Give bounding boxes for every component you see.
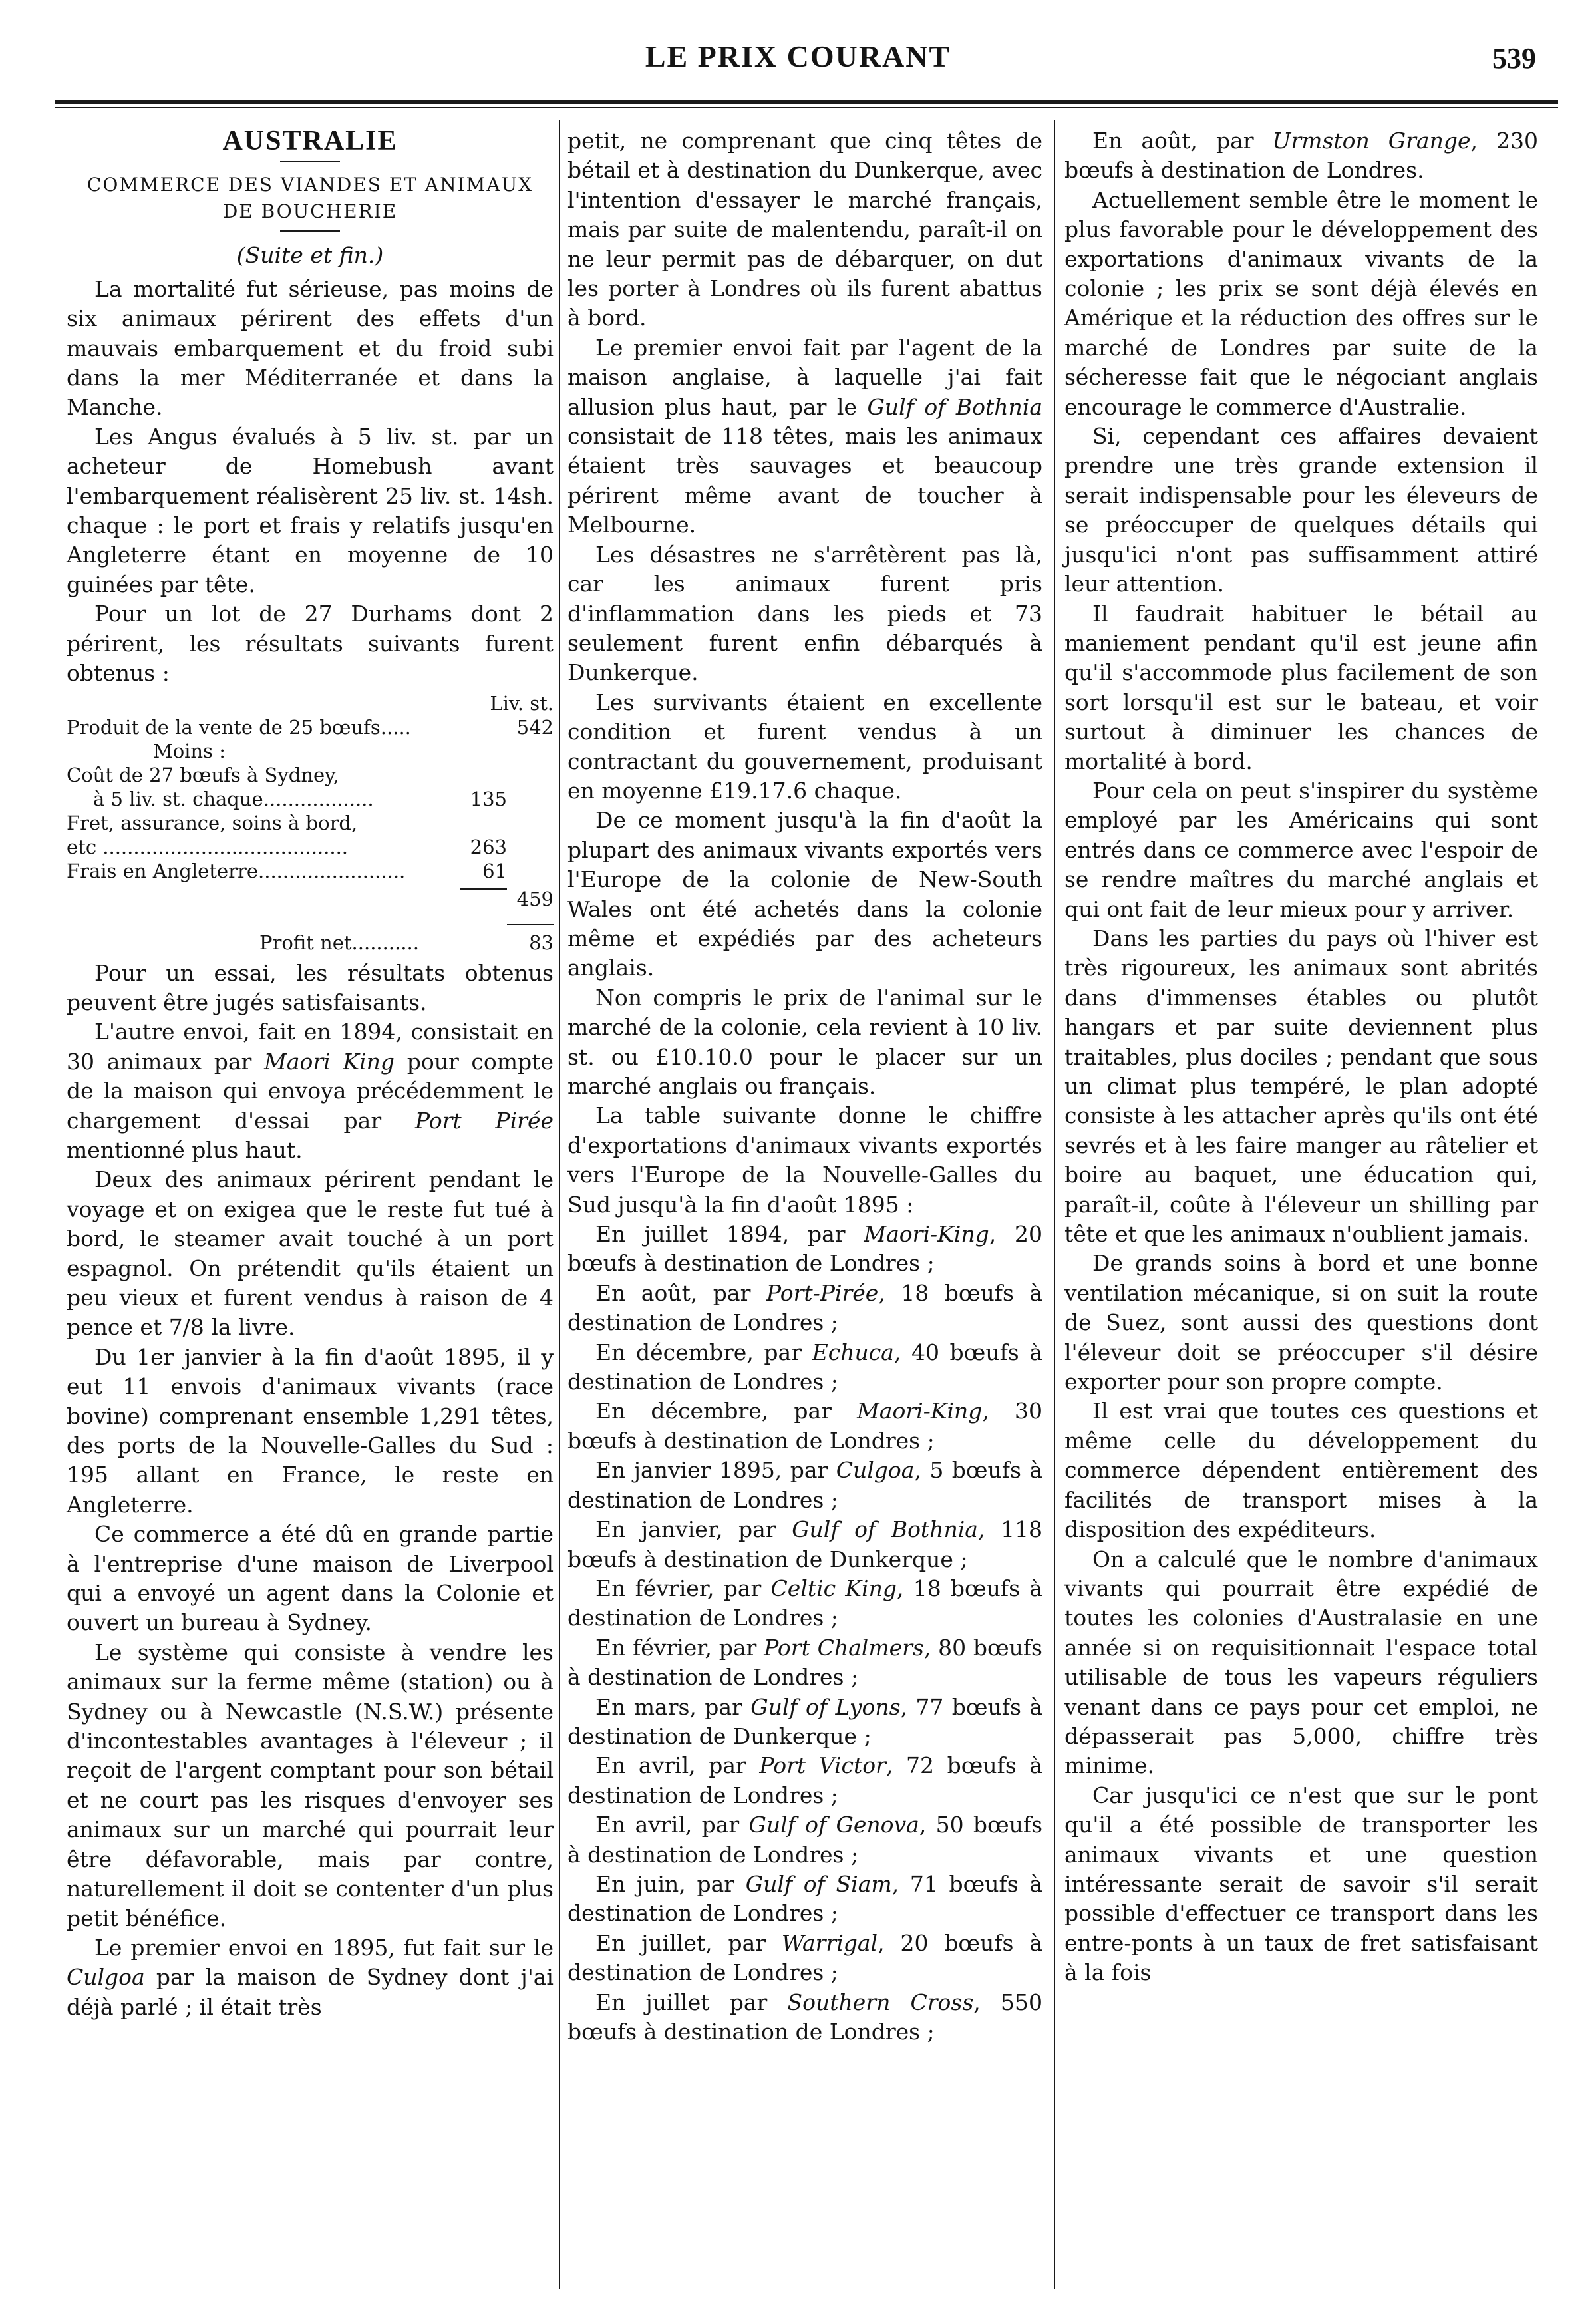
ledger-uk-label: Frais en Angleterre........................ xyxy=(67,859,406,882)
ship-name: Echuca xyxy=(812,1339,894,1365)
ledger-cost-label-cont: à 5 liv. st. chaque.................. xyxy=(93,787,374,810)
ledger-freight-amount: 263 xyxy=(470,835,507,858)
running-title: LE PRIX COURANT xyxy=(645,39,951,73)
paragraph: Pour un essai, les résultats obtenus peuvent être jugés satisfaisants. xyxy=(67,959,554,1015)
ship-name: Culgoa xyxy=(836,1457,915,1484)
paragraph: Il faudrait habituer le bétail au maniement pendant qu'il est jeune afin qu'il s'accommode plus facilement de son sort lorsqu'il est sur le bateau, et voir surtout à diminuer les chances de mortalité à bord. xyxy=(1064,600,1538,774)
ship-name: Gulf of Lyons xyxy=(750,1693,901,1720)
ship-name: Gulf of Bothnia xyxy=(792,1516,978,1543)
column-3 xyxy=(1064,126,1538,1988)
shipment-entry: En février, par Celtic King, 18 bœufs à destination de Londres ; xyxy=(567,1575,1042,1631)
paragraph: Les désastres ne s'arrêtèrent pas là, car les animaux furent pris d'inflammation dans les pieds et 73 seulement furent enfin débarqués à Dunkerque. xyxy=(567,541,1042,686)
ship-name: Gulf of Bothnia xyxy=(867,393,1042,420)
ledger-total-amount: 459 xyxy=(516,887,554,910)
paragraph: Le système qui consiste à vendre les animaux sur la ferme même (station) ou à Sydney ou à Newcastle (N.S.W.) présente d'incontestables avantages à l'éleveur ; il reçoit de l'argent comptant pour son bétail et ne court pas les risques d'envoyer ses animaux sur un marché qui pourrait leur être défavorable, mais par contre, naturellement il doit se contenter d'un plus petit bénéfice. xyxy=(67,1639,554,1931)
ledger-profit-label: Profit net........... xyxy=(259,931,419,954)
paragraph: Deux des animaux périrent pendant le voyage et on exigea que le reste fut tué à bord, le steamer avait touché à un port espagnol. On prétendit qu'ils étaient un peu vieux et furent vendus à raison de 4 pence et 7/8 la livre. xyxy=(67,1166,554,1341)
results-ledger xyxy=(67,691,554,955)
paragraph: Actuellement semble être le moment le plus favorable pour le développement des exportations d'animaux vivants de la colonie ; les prix se sont déjà élevés en Amérique et la réduction des offres sur le marché de Londres par suite de la sécheresse fait que le négociant anglais encourage le commerce d'Australie. xyxy=(1064,186,1538,420)
paragraph: Pour un lot de 27 Durhams dont 2 périrent, les résultats suivants furent obtenus : xyxy=(67,601,554,687)
paragraph: Il est vrai que toutes ces questions et même celle du développement du commerce dépendent entièrement des facilités de transport mises à la disposition des expéditeurs. xyxy=(1064,1398,1538,1543)
header-rule xyxy=(55,100,1558,104)
shipment-list xyxy=(567,1220,1042,2047)
paragraph: De grands soins à bord et une bonne ventilation mécanique, si on suit la route de Suez, sont aussi des questions dont l'éleveur doit se préoccuper s'il désire exporter pour son propre compte. xyxy=(1064,1250,1538,1395)
page-number: 539 xyxy=(1492,42,1536,75)
ship-name: Culgoa xyxy=(67,1964,145,1991)
subtitle-rule xyxy=(280,230,340,232)
paragraph: Non compris le prix de l'animal sur le marché de la colonie, cela revient à 10 liv. st. ou £10.10.0 pour le placer sur un marché anglais ou français. xyxy=(567,984,1042,1099)
ledger-currency-head: Liv. st. xyxy=(490,691,554,715)
paragraph: Si, cependant ces affaires devaient prendre une très grande extension il serait indispensable pour les éleveurs de se préoccuper de quelques détails qui jusqu'ici n'ont pas suffisamment attiré leur attention. xyxy=(1064,423,1538,597)
continuation-note: (Suite et fin.) xyxy=(236,242,384,269)
paragraph: Pour cela on peut s'inspirer du système employé par les Américains qui sont entrés dans ce commerce avec l'espoir de se rendre maîtres du marché anglais et qui ont fait de leur mieux pour y arriver. xyxy=(1064,777,1538,922)
ledger-uk-amount: 61 xyxy=(482,859,507,882)
shipment-entry: En janvier 1895, par Culgoa, 5 bœufs à destination de Londres ; xyxy=(567,1457,1042,1513)
shipment-entry: En août, par Port-Pirée, 18 bœufs à destination de Londres ; xyxy=(567,1279,1043,1336)
paragraph: L'autre envoi, fait en 1894, consistait en 30 animaux par Maori King pour compte de la maison qui envoya précédemment le chargement d'essai par Port Pirée mentionné plus haut. xyxy=(67,1019,554,1163)
ledger-total-rule xyxy=(507,924,554,925)
paragraph: Le premier envoi fait par l'agent de la maison anglaise, à laquelle j'ai fait allusion plus haut, par le Gulf of Bothnia consistait de 118 têtes, mais les animaux étaient très sauvages et beaucoup périrent même avant de toucher à Melbourne. xyxy=(567,334,1042,538)
ledger-cost-label: Coût de 27 bœufs à Sydney, xyxy=(67,763,339,786)
shipment-entry: En juillet 1894, par Maori-King, 20 bœufs à destination de Londres ; xyxy=(567,1221,1042,1277)
ship-name: Gulf of Genova xyxy=(748,1812,919,1838)
ledger-freight-label: Fret, assurance, soins à bord, xyxy=(67,811,358,834)
paragraph: Les Angus évalués à 5 liv. st. par un acheteur de Homebush avant l'embarquement réalisèrent 25 liv. st. 14sh. chaque : le port et frais y relatifs jusqu'en Angleterre étant en moyenne de 10 guinées par tête. xyxy=(67,423,554,597)
shipment-entry: En mars, par Gulf of Lyons, 77 bœufs à destination de Dunkerque ; xyxy=(567,1693,1043,1749)
ship-name: Port Chalmers xyxy=(764,1634,924,1661)
paragraph: petit, ne comprenant que cinq têtes de bétail et à destination du Dunkerque, avec l'intention d'essayer le marché français, mais par suite de malentendu, paraît-il on ne leur permit pas de débarquer, on dut les porter à Londres où ils furent abattus à bord. xyxy=(567,128,1042,331)
ship-name: Port Pirée xyxy=(414,1107,554,1134)
ship-name: Port-Pirée xyxy=(766,1279,879,1306)
shipment-entry: En avril, par Port Victor, 72 bœufs à destination de Londres ; xyxy=(567,1752,1043,1808)
paragraph: Ce commerce a été dû en grande partie à l'entreprise d'une maison de Liverpool qui a envoyé un agent dans la Colonie et ouvert un bureau à Sydney. xyxy=(67,1521,554,1636)
ledger-less-label: Moins : xyxy=(153,739,226,762)
paragraph: La table suivante donne le chiffre d'exportations d'animaux vivants exportés vers l'Europe de la Nouvelle-Galles du Sud jusqu'à la fin d'août 1895 : xyxy=(567,1102,1042,1218)
ship-name: Maori King xyxy=(264,1048,395,1075)
paragraph: La mortalité fut sérieuse, pas moins de six animaux périrent des effets d'un mauvais embarquement et du froid subi dans la mer Méditerranée et dans la Manche. xyxy=(67,275,554,420)
column-1 xyxy=(67,126,554,2022)
paragraph: Car jusqu'ici ce n'est que sur le pont qu'il a été possible de transporter les animaux vivants et une question intéressante serait de savoir s'il serait possible d'effectuer ce transport dans les entre-ponts à un taux de fret satisfaisant à la fois xyxy=(1064,1782,1538,1986)
ship-name: Maori-King xyxy=(864,1221,989,1247)
section-title: AUSTRALIE xyxy=(222,126,398,156)
shipment-entry: En juillet par Southern Cross, 550 bœufs à destination de Londres ; xyxy=(567,1989,1042,2045)
paragraph: Le premier envoi en 1895, fut fait sur le Culgoa par la maison de Sydney dont j'ai déjà parlé ; il était très xyxy=(67,1934,554,2020)
shipment-entry: En juillet, par Warrigal, 20 bœufs à destination de Londres ; xyxy=(567,1929,1042,1986)
section-subtitle: COMMERCE DES VIANDES ET ANIMAUX DE BOUCHERIE xyxy=(86,174,534,223)
column-2 xyxy=(567,126,1042,2047)
ship-name: Celtic King xyxy=(770,1575,897,1601)
shipment-entry: En février, par Port Chalmers, 80 bœufs à destination de Londres ; xyxy=(567,1634,1042,1691)
shipment-entry: En avril, par Gulf of Genova, 50 bœufs à destination de Londres ; xyxy=(567,1812,1043,1868)
shipment-entry: En juin, par Gulf of Siam, 71 bœufs à destination de Londres ; xyxy=(567,1870,1043,1927)
ship-name: Maori-King xyxy=(857,1398,983,1424)
paragraph: En août, par Urmston Grange, 230 bœufs à destination de Londres. xyxy=(1064,128,1539,184)
ship-name: Urmston Grange xyxy=(1272,128,1471,154)
paragraph: Du 1er janvier à la fin d'août 1895, il y eut 11 envois d'animaux vivants (race bovine) comprenant ensemble 1,291 têtes, des ports de la Nouvelle-Galles du Sud : 195 allant en France, le reste en Angleterre. xyxy=(67,1343,554,1518)
title-rule xyxy=(280,161,340,162)
paragraph: Dans les parties du pays où l'hiver est très rigoureux, les animaux sont abrités dans d'immenses étables ou plutôt hangars et par suite deviennent plus traitables, plus dociles ; pendant que sous un climat plus tempéré, le plan adopté consiste à les attacher après qu'ils ont été sevrés et à les faire manger au râtelier et boire au baquet, une éducation qui, paraît-il, coûte à l'éleveur un shilling par tête et que les animaux n'oublient jamais. xyxy=(1064,925,1538,1247)
column-divider-1 xyxy=(559,120,560,2289)
ledger-sale-label: Produit de la vente de 25 bœufs..... xyxy=(67,715,411,739)
column-divider-2 xyxy=(1054,120,1055,2289)
ship-name: Gulf of Siam xyxy=(745,1870,892,1897)
page-header xyxy=(0,39,1596,85)
ledger-sale-amount: 542 xyxy=(516,715,554,739)
paragraph: Les survivants étaient en excellente condition et furent vendus à un contractant du gouvernement, produisant en moyenne £19.17.6 chaque. xyxy=(567,689,1042,804)
header-rule-thin xyxy=(55,107,1558,108)
ledger-cost-amount: 135 xyxy=(470,787,507,810)
shipment-entry: En décembre, par Echuca, 40 bœufs à destination de Londres ; xyxy=(567,1339,1042,1395)
ship-name: Southern Cross xyxy=(787,1989,974,2015)
paragraph: On a calculé que le nombre d'animaux vivants qui pourrait être expédié de toutes les colonies d'Australasie en une année si on requisitionnait l'espace total utilisable de tous les vapeurs réguliers venant dans ce pays pour cet emploi, ne dépasserait pas 5,000, chiffre très minime. xyxy=(1064,1546,1538,1779)
shipment-entry: En janvier, par Gulf of Bothnia, 118 bœufs à destination de Dunkerque ; xyxy=(567,1516,1042,1572)
ship-name: Warrigal xyxy=(781,1929,878,1956)
shipment-entry: En décembre, par Maori-King, 30 bœufs à destination de Londres ; xyxy=(567,1398,1042,1454)
ledger-profit-amount: 83 xyxy=(529,931,554,954)
paragraph: De ce moment jusqu'à la fin d'août la plupart des animaux vivants exportés vers l'Europe de la colonie de New-South Wales ont été achetés dans la colonie même et expédiés par des acheteurs anglais. xyxy=(567,807,1042,981)
ledger-sum-rule xyxy=(460,888,507,890)
ship-name: Port Victor xyxy=(759,1752,886,1779)
ledger-freight-label-cont: etc ........................................ xyxy=(67,835,349,858)
